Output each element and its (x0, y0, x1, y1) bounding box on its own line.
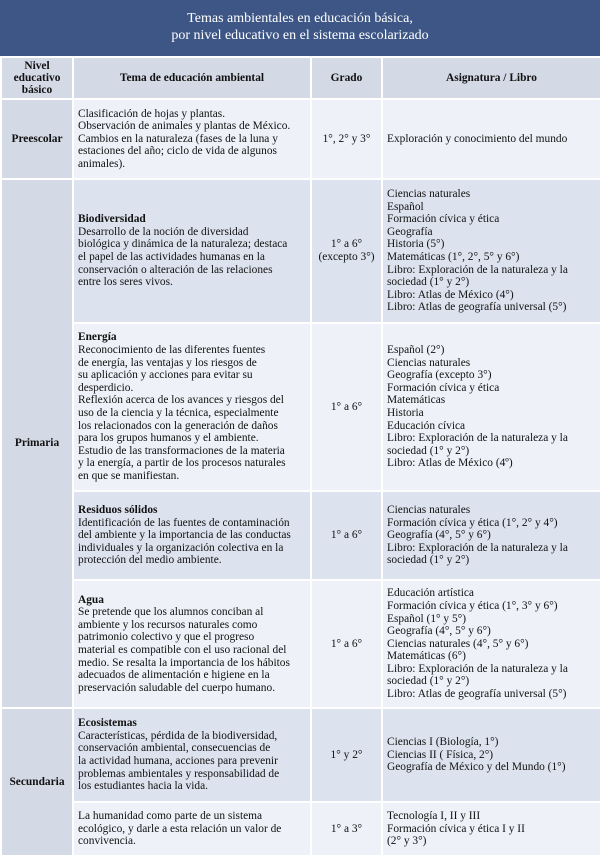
title-line: Temas ambientales en educación básica, (187, 11, 413, 26)
topic-text-line: preservación saludable del cuerpo humano. (78, 681, 276, 694)
table-row (2, 324, 600, 490)
grade-text: 1° a 6° (330, 637, 363, 650)
grade-cell (312, 803, 381, 855)
subject-line: Ciencias II ( Física, 2°) (387, 748, 494, 761)
table-row (2, 492, 600, 579)
topic-text-line: Clasificación de hojas y plantas. (78, 107, 226, 120)
topic-text-line: Estudio de las transformaciones de la materia (78, 444, 285, 457)
environmental-topics-table (0, 56, 600, 857)
topic-text-line: animales). (78, 157, 126, 170)
subject-line: Educación cívica (387, 419, 466, 432)
topic-text-line: estaciones del año; ciclo de vida de algunos (78, 145, 277, 158)
subject-cell (383, 581, 600, 707)
grade-cell (312, 492, 381, 579)
topic-text-line: para los grupos humanos y el ambiente. (78, 432, 259, 445)
topic-text-line: y la energía, a partir de los procesos naturales (78, 457, 286, 470)
subject-line: Ciencias I (Biología, 1°) (387, 736, 499, 749)
table-row (2, 581, 600, 707)
topic-cell (74, 492, 310, 579)
topic-heading: Residuos sólidos (78, 504, 158, 517)
topic-heading: Ecosistemas (78, 717, 137, 730)
topic-cell (74, 709, 310, 801)
subject-cell (383, 100, 600, 178)
subject-line: sociedad (1° y 2°) (387, 276, 470, 289)
subject-line: Matemáticas (6°) (387, 650, 466, 663)
topic-text-line: la actividad humana, acciones para prevenir (78, 755, 278, 767)
topic-text-line: su aplicación y acciones para evitar su (78, 369, 253, 382)
subject-line: Geografía (4°, 5° y 6°) (387, 625, 491, 638)
subject-line: Libro: Exploración de la naturaleza y la (387, 263, 568, 276)
table-row (2, 180, 600, 322)
grade-text: 1° a 6° (330, 529, 363, 542)
level-primaria: Primaria (2, 180, 72, 707)
subject-line: Matemáticas (1°, 2°, 5° y 6°) (387, 251, 520, 263)
subject-line: Español (1° y 5°) (387, 612, 467, 625)
grade-cell (312, 324, 381, 490)
grade-text: (excepto 3°) (318, 251, 375, 263)
topic-text-line: medio. Se resalta la importancia de los hábitos (78, 656, 290, 669)
subject-line: Ciencias naturales (387, 188, 471, 201)
grade-text: 1°, 2° y 3° (322, 132, 371, 145)
level-preescolar: Preescolar (2, 100, 72, 178)
topic-text-line: protección del medio ambiente. (78, 554, 222, 567)
topic-text-line: problemas ambientales y responsabilidad de (78, 767, 280, 780)
topic-text-line: material es compatible con el uso racional del (78, 644, 287, 656)
topic-text-line: conservación o alteración de las relaciones (78, 263, 273, 276)
subject-cell (383, 180, 600, 322)
subject-line: Español (387, 200, 424, 213)
subject-line: Geografía (4°, 5° y 6°) (387, 529, 491, 542)
topic-text-line: ecológico, y darle a esta relación un valor de (78, 822, 282, 835)
subject-line: Formación cívica y ética (387, 381, 500, 394)
subject-line: Formación cívica y ética (387, 213, 500, 226)
topic-text-line: Observación de animales y plantas de México. (78, 120, 291, 133)
subject-line: Formación cívica y ética (1°, 3° y 6°) (387, 599, 558, 612)
subject-line: Geografía (excepto 3°) (387, 369, 492, 382)
subject-line: Formación cívica y ética (1°, 2° y 4°) (387, 516, 558, 529)
subject-line: Exploración y conocimiento del mundo (387, 132, 568, 145)
topic-text-line: biológica y dinámica de la naturaleza; destaca (78, 238, 288, 251)
topic-cell (74, 581, 310, 707)
subject-line: Historia (387, 407, 424, 419)
subject-cell (383, 324, 600, 490)
topic-heading: Biodiversidad (78, 213, 146, 226)
topic-text-line: Identificación de las fuentes de contaminación (78, 516, 290, 529)
subject-line: sociedad (1° y 2°) (387, 675, 470, 688)
subject-cell (383, 709, 600, 801)
subject-line: Ciencias naturales (387, 504, 471, 517)
subject-line: Libro: Atlas de México (4°) (387, 288, 514, 301)
subject-line: Libro: Atlas de México (4º) (387, 457, 513, 470)
topic-text-line: patrimonio colectivo y que el progreso (78, 631, 255, 644)
topic-text-line: ambiente y los recursos naturales como (78, 618, 258, 631)
topic-text-line: desperdicio. (78, 381, 134, 394)
topic-text-line: Se pretende que los alumnos conciban al (78, 606, 264, 619)
subject-line: Español (2°) (387, 344, 445, 357)
subject-cell (383, 492, 600, 579)
topic-cell (74, 324, 310, 490)
topic-text-line: La humanidad como parte de un sistema (78, 810, 263, 823)
subject-line: Libro: Exploración de la naturaleza y la (387, 432, 568, 445)
grade-text: 1° y 2° (330, 748, 363, 761)
topic-text-line: los estudiantes hacia la vida. (78, 780, 209, 793)
subject-line: Libro: Exploración de la naturaleza y la (387, 662, 568, 675)
topic-text-line: Características, pérdida de la biodiversidad, (78, 729, 278, 742)
topic-text-line: entre los seres vivos. (78, 276, 173, 289)
grade-text: 1° a 6° (330, 238, 363, 251)
grade-cell (312, 581, 381, 707)
topic-text-line: individuales y la organización colectiva en la (78, 541, 284, 554)
topic-text-line: los relacionados con la generación de daños (78, 419, 278, 432)
topic-text-line: Desarrollo de la noción de diversidad (78, 225, 249, 238)
topic-text-line: Reconocimiento de las diferentes fuentes (78, 344, 266, 357)
subject-line: sociedad (1° y 2°) (387, 444, 470, 457)
grade-cell (312, 709, 381, 801)
topic-text-line: conservación ambiental, consecuencias de (78, 742, 271, 755)
grade-cell (312, 180, 381, 322)
header-grade: Grado (312, 58, 381, 98)
topic-text-line: de energía, las ventajas y los riesgos de (78, 356, 257, 369)
subject-line: sociedad (1° y 2°) (387, 554, 470, 567)
table-row (2, 709, 600, 801)
topic-cell (74, 180, 310, 322)
subject-line: Geografía (387, 225, 433, 238)
table-row (2, 100, 600, 178)
header-row (2, 58, 600, 98)
table-title (0, 0, 600, 56)
subject-line: Libro: Atlas de geografía universal (5°) (387, 301, 567, 314)
grade-text: 1° a 3° (330, 822, 363, 835)
topic-text-line: del ambiente y la importancia de las conductas (78, 529, 291, 542)
topic-text-line: convivencia. (78, 835, 136, 848)
topic-cell (74, 803, 310, 855)
subject-line: Ciencias naturales (4°, 5° y 6°) (387, 637, 529, 650)
topic-text-line: uso de la ciencia y la técnica, especialmente (78, 407, 279, 419)
subject-line: Geografía de México y del Mundo (1°) (387, 761, 566, 774)
subject-line: Libro: Exploración de la naturaleza y la (387, 541, 568, 554)
topic-text-line: en que se manifiestan. (78, 469, 180, 482)
subject-line: Ciencias naturales (387, 356, 471, 369)
topic-text-line: el papel de las actividades humanas en la (78, 251, 265, 263)
subject-line: Matemáticas (387, 394, 446, 407)
table-row (2, 803, 600, 855)
subject-cell (383, 803, 600, 855)
topic-heading: Agua (78, 593, 104, 606)
topic-heading: Energía (78, 331, 117, 344)
subject-line: (2° y 3°) (387, 835, 427, 848)
topic-text-line: adecuados de alimentación e higiene en la (78, 669, 270, 682)
header-subject: Asignatura / Libro (383, 58, 600, 98)
topic-text-line: Cambios en la naturaleza (fases de la luna y (78, 132, 278, 145)
topic-cell (74, 100, 310, 178)
grade-cell (312, 100, 381, 178)
subject-line: Tecnología I, II y III (387, 810, 481, 823)
subject-line: Educación artística (387, 587, 474, 600)
header-topic: Tema de educación ambiental (74, 58, 310, 98)
subject-line: Libro: Atlas de geografía universal (5°) (387, 688, 567, 701)
level-secundaria: Secundaria (2, 709, 72, 855)
title-line: por nivel educativo en el sistema escolarizado (171, 28, 429, 43)
subject-line: Historia (5°) (387, 238, 445, 251)
subject-line: Formación cívica y ética I y II (387, 822, 525, 835)
header-level: Nivel educativo básico (2, 58, 72, 98)
topic-text-line: Reflexión acerca de los avances y riesgos del (78, 394, 284, 407)
grade-text: 1° a 6° (330, 400, 363, 413)
